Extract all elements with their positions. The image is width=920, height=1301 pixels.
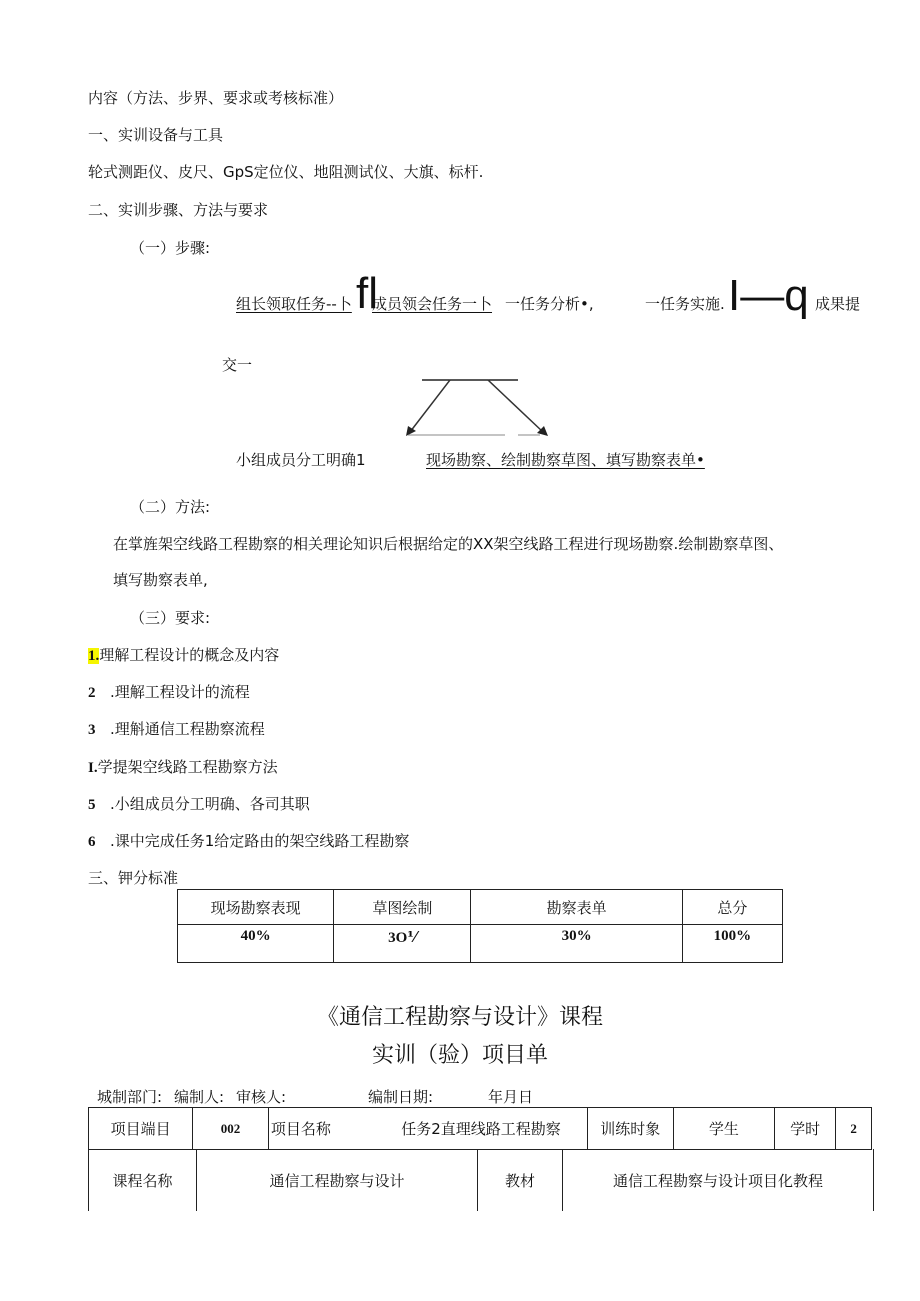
meta-reviewer: 审核人: bbox=[236, 1088, 287, 1106]
requirement-item bbox=[88, 645, 279, 666]
requirement-text: .理斛通信工程勘察流程 bbox=[110, 720, 265, 738]
flow-step-result: 成果提 bbox=[815, 295, 861, 313]
project-name-value: 任务2直理线路工程勘察 bbox=[334, 1108, 587, 1150]
score-value: 40% bbox=[178, 925, 334, 963]
requirement-text: 理解工程设计的概念及内容 bbox=[99, 646, 280, 664]
requirement-number: 1. bbox=[88, 648, 100, 664]
score-header: 勘察表单 bbox=[471, 890, 682, 925]
trainee-label: 训练时象 bbox=[587, 1108, 673, 1150]
method-heading: （二）方法: bbox=[130, 498, 211, 516]
steps-heading: （一）步骤: bbox=[130, 239, 211, 257]
flow-step-analysis: 一任务分析•, bbox=[505, 295, 594, 313]
course-title: 《通信工程勘察与设计》课程 bbox=[316, 1005, 603, 1030]
project-table-row1 bbox=[88, 1107, 872, 1150]
course-name-value: 通信工程勘察与设计 bbox=[269, 1171, 405, 1190]
table-row bbox=[89, 1108, 872, 1150]
project-id-label: 项目端目 bbox=[89, 1108, 193, 1150]
content-header: 内容（方法、步界、要求或考核标准） bbox=[88, 89, 344, 107]
section1-title: 一、实训设备与工具 bbox=[88, 126, 224, 144]
sub-step-division: 小组成员分工明确1 bbox=[236, 451, 366, 469]
course-name-label: 课程名称 bbox=[112, 1171, 173, 1190]
method-line-1: 在掌旌架空线路工程勘察的相关理论知识后根据给定的XX架空线路工程进行现场勘察.绘制勘察草图、 bbox=[113, 535, 784, 553]
meta-date-value: 年月日 bbox=[488, 1088, 534, 1106]
score-header: 总分 bbox=[682, 890, 782, 925]
section3-title: 三、钾分标准 bbox=[88, 869, 179, 887]
requirement-number: 3 bbox=[88, 722, 96, 738]
project-name-label: 项目名称 bbox=[268, 1108, 333, 1150]
table-row bbox=[178, 890, 783, 925]
requirement-text: .课中完成任务1给定路由的架空线路工程勘察 bbox=[110, 832, 410, 850]
textbook-label: 教材 bbox=[504, 1171, 535, 1190]
project-table-row2 bbox=[88, 1149, 874, 1211]
flow-glyph-1: fl bbox=[356, 269, 378, 318]
meta-date-label: 编制日期: bbox=[368, 1088, 434, 1106]
flow-step-members: 成员领会任务一卜 bbox=[372, 295, 493, 313]
score-table bbox=[177, 889, 783, 963]
flow-step-submit: 交一 bbox=[222, 356, 253, 374]
requirement-number: 2 bbox=[88, 685, 96, 701]
requirement-number: 6 bbox=[88, 834, 96, 850]
project-id-value: 002 bbox=[193, 1108, 269, 1150]
score-header: 现场勘察表现 bbox=[178, 890, 334, 925]
requirement-number: 5 bbox=[88, 797, 96, 813]
hours-value: 2 bbox=[836, 1108, 872, 1150]
requirement-item bbox=[88, 719, 265, 740]
hours-label: 学时 bbox=[775, 1108, 836, 1150]
requirement-item bbox=[88, 831, 409, 852]
table-row bbox=[178, 925, 783, 963]
score-value: 3O⅟ bbox=[334, 925, 471, 963]
trainee-value: 学生 bbox=[673, 1108, 774, 1150]
requirement-text: 学提架空线路工程勘察方法 bbox=[97, 758, 278, 776]
requirements-heading: （三）要求: bbox=[130, 609, 211, 627]
score-value: 30% bbox=[471, 925, 682, 963]
requirement-text: .理解工程设计的流程 bbox=[110, 683, 250, 701]
requirement-item bbox=[88, 682, 250, 703]
meta-dept: 城制部门: bbox=[97, 1088, 163, 1106]
section2-title: 二、实训步骤、方法与要求 bbox=[88, 201, 269, 219]
requirement-item bbox=[88, 757, 278, 778]
flow-glyph-2: I—q bbox=[728, 271, 809, 320]
textbook-value: 通信工程勘察与设计项目化教程 bbox=[612, 1171, 823, 1190]
tools-list: 轮式测距仪、皮尺、GpS定位仪、地阻测试仪、大旗、标杆. bbox=[88, 163, 484, 181]
flow-step-implement: 一任务实施. bbox=[645, 295, 725, 313]
score-header: 草图绘制 bbox=[334, 890, 471, 925]
requirement-text: .小组成员分工明确、各司其职 bbox=[110, 795, 310, 813]
sheet-title: 实训（验）项目单 bbox=[371, 1043, 548, 1068]
meta-author: 编制人: bbox=[174, 1088, 225, 1106]
method-line-2: 填写勘察表单, bbox=[113, 571, 208, 589]
requirement-item bbox=[88, 794, 310, 815]
flow-step-leader: 组长领取任务--卜 bbox=[236, 295, 352, 313]
score-value: 100% bbox=[682, 925, 782, 963]
sub-step-survey: 现场勘察、绘制勘察草图、填写勘察表单• bbox=[426, 451, 705, 469]
requirement-number: I. bbox=[88, 760, 98, 776]
flow-arrows bbox=[400, 372, 560, 444]
